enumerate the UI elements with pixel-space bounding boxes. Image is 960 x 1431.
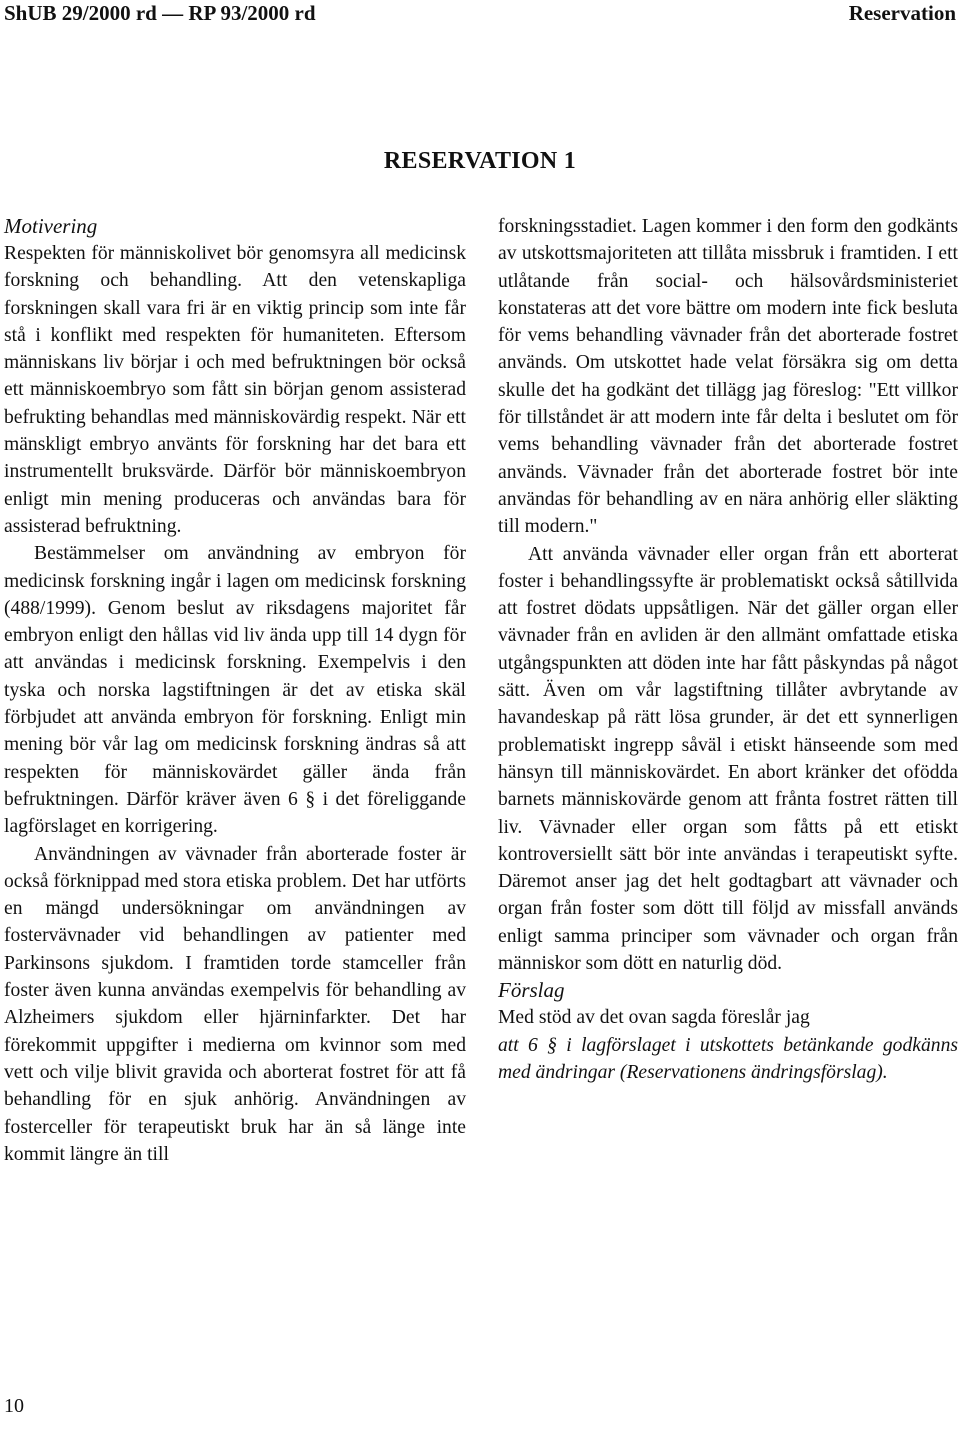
page-number: 10 [4,1395,24,1417]
page-title: RESERVATION 1 [383,148,577,174]
paragraph-4: forskningsstadiet. Lagen kommer i den form den godkänts av utskottsmajoriteten att tillåta missbruk i framtiden. I ett utlåtande från social- och hälsovårdsministeriet konstateras att det vore bättre om modern inte fick besluta för vems behandling vävnader från det aborterade fostret används. Om utskottet hade velat försäkra sig om detta skulle det ha godkänt det tillägg jag föreslog: "Ett villkor för tillståndet är att modern inte får delta i beslutet om för vems behandling vävnader från det aborterade fostret används. Vävnader från det aborterade fostret bör inte användas för behandling av en nära anhörig eller släkting till modern." [498,216,958,538]
paragraph-3: Användningen av vävnader från aborterade foster är också förknippad med stora etiska problem. Det har utförts en mängd undersökningar om användningen av fostervävnader vid behandlingen av patienter med Parkinsons sjukdom. I framtiden torde stamceller från foster även kunna användas exempelvis för behandling av Alzheimers sjukdom eller hjärninfarkter. Det har förekommit uppgifter i medierna om kvinnor som med vett och vilje blivit gravida och aborterat fostret för att få behandling för en sjuk anhörig. Användningen av fosterceller för terapeutiskt bruk har än så länge inte kommit längre än till [4,843,466,1165]
paragraph-2: Bestämmelser om användning av embryon för medicinsk forskning ingår i lagen om medicinsk forskning (488/1999). Genom beslut av riksdagens majoritet får embryon enligt den hållas vid liv ända upp till 14 dygn för att användas i medicinsk forskning. Exempelvis i den tyska och norska lagstiftningen är det av etiska skäl förbjudet att använda embryon för forskning. Enligt min mening bör vår lag om medicinsk forskning ändras så att respekten för människovärdet gäller ända från befruktningen. Därför kräver även 6 § i det föreliggande lagförslaget en korrigering. [4,543,466,838]
running-header [4,0,956,28]
header-document-reference: ShUB 29/2000 rd — RP 93/2000 rd [4,1,316,25]
paragraph-1: Respekten för människolivet bör genomsyra all medicinsk forskning och behandling. Att den vetenskapliga forskningen skall vara fri är en viktig princip som inte får stå i konflikt med respekten för humaniteten. Eftersom människans liv börjar i och med befruktningen bör också ett människoembryo som fått sin början genom assisterad befrukting behandlas med människovärdig respekt. När ett mänskligt embryo använts för forskning har det bara ett instrumentellt bruksvärde. Därför bör människoembryon enligt min mening produceras och användas bara för assisterad befruktning. [4,243,466,537]
paragraph-5: Att använda vävnader eller organ från ett aborterat foster i behandlingssyfte är problematiskt också såtillvida att fostret dödats uppsåtligen. När det gäller organ eller vävnader från en avliden är den allmänt omfattade etiska utgångspunkten att döden inte har fått påskyndas på något sätt. Även om vår lagstiftning tillåter avbrytande av havandeskap på rätt lösa grunder, är det ett synnerligen problematiskt ingrepp såväl i etiskt hänseende som med hänsyn till människovärdet. En abort kränker det ofödda barnets människovärde genom att frånta fostret rätten till liv. Vävnader eller organ som fåtts på ett etiskt kontroversiellt sätt bör inte användas i terapeutiskt syfte. Däremot anser jag det helt godtagbart att vävnader och organ från foster som dött till följd av missfall används enligt samma principer som vävnader och organ från människor som dött en naturlig död. [498,543,958,975]
motivering-heading: Motivering [4,214,98,238]
header-section-label: Reservation [848,1,956,25]
right-column [498,213,958,1086]
left-column [4,213,466,1168]
forslag-heading: Förslag [498,978,565,1003]
forslag-intro: Med stöd av det ovan sagda föreslår jag [498,1007,810,1029]
proposal-text: att 6 § i lagförslaget i utskottets betänkande godkänns med ändringar (Reservationens ändringsförslag). [498,1034,958,1083]
